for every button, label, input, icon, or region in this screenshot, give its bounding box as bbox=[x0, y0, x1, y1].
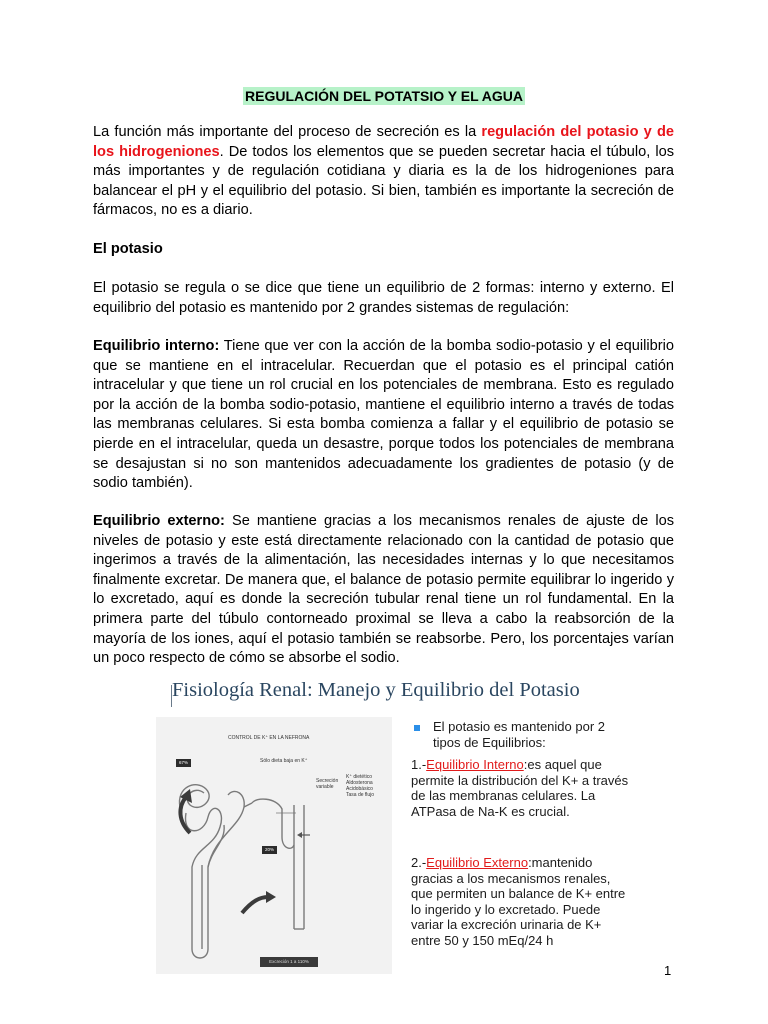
slide-title: Fisiología Renal: Manejo y Equilibrio del Potasio bbox=[172, 679, 580, 701]
diagram-label-factors: K⁺ dietético Aldosterona Acidobásico Tasa de flujo bbox=[346, 774, 375, 798]
page-number: 1 bbox=[664, 963, 672, 978]
slide-external-text: :mantenido gracias a los mecanismos renales, que permiten un balance de K+ entre lo ingerido y lo excretado. Puede variar la excreción urinaria de K+ entre 50 y 150 mEq/24 h bbox=[411, 855, 626, 948]
equilibrio-interno-text: Tiene que ver con la acción de la bomba sodio-potasio y el equilibrio que se mantiene en el intracelular. Recuerdan que el potasio es el principal catión intracelular y que tiene un rol crucial en los potenciales de membrana. Esto es regulado por la acción de la bomba sodio-potasio, mantiene el equilibrio interno a través de todas las membranas celulares. Si esta bomba comienza a fallar y el equilibrio de potasio se pierde en el intracelular, queda un desastre, porque todos los potenciales de membrana se desajustan si no son mantenidos adecuadamente los gradientes de potasio (y de sodio también). bbox=[93, 338, 674, 492]
equilibrio-externo-text: Se mantiene gracias a los mecanismos renales de ajuste de los niveles de potasio y este está directamente relacionado con la cantidad de potasio que ingerimos a través de la alimentación, las necesidades internas y lo que necesitamos finalmente excretar. De manera que, el balance de potasio permite equilibrar lo ingerido y lo excretado, aquí es donde la secreción tubular renal tiene un rol fundamental. En la primera parte del túbulo contorneado proximal se lleva a cabo la reabsorción de la mayoría de los iones, aquí el potasio también se reabsorbe. Pero, los porcentajes varían un poco respecto de cómo se absorbe el sodio. bbox=[93, 513, 674, 667]
bullet-square-icon bbox=[414, 725, 420, 731]
diagram-caption: CONTROL DE K⁺ EN LA NEFRONA bbox=[228, 735, 310, 741]
slide-external bbox=[411, 855, 632, 949]
diagram-label-diet: Sólo dieta baja en K⁺ bbox=[260, 758, 308, 764]
slide-internal-prefix: 1.- bbox=[411, 757, 427, 772]
document-title bbox=[0, 87, 768, 105]
document-title-text: REGULACIÓN DEL POTATSIO Y EL AGUA bbox=[245, 88, 523, 104]
nephron-diagram bbox=[156, 717, 392, 974]
diagram-label-20: 20% bbox=[262, 846, 277, 854]
diagram-label-secretion: Secreción variable bbox=[316, 778, 339, 790]
paragraph-intro-highlight: regulación del potasio y de los hidrogeniones bbox=[93, 124, 674, 160]
slide-intro: El potasio es mantenido por 2 tipos de Equilibrios: bbox=[433, 719, 605, 750]
diagram-label-67: 67% bbox=[176, 759, 191, 767]
slide-external-prefix: 2.- bbox=[411, 855, 427, 870]
slide-external-label: Equilibrio Externo bbox=[426, 855, 529, 870]
paragraph-equilibrio-externo bbox=[93, 512, 674, 669]
equilibrio-externo-label: Equilibrio externo: bbox=[93, 513, 225, 529]
paragraph-potasio: El potasio se regula o se dice que tiene un equilibrio de 2 formas: interno y externo. El equilibrio del potasio es mantenido por 2 grandes sistemas de regulación: bbox=[93, 280, 674, 316]
diagram-label-excretion: Excreción 1 a 110% bbox=[260, 957, 318, 967]
paragraph-intro bbox=[93, 123, 674, 221]
paragraph-intro-after: . De todos los elementos que se pueden secretar hacia el túbulo, los más importantes y de regulación cotidiana y diaria es la de los hidrogeniones para balancear el pH y el equilibrio del potasio. Si bien, también es importante la secreción de fármacos, no es a diario. bbox=[93, 143, 674, 219]
equilibrio-interno-label: Equilibrio interno: bbox=[93, 338, 220, 354]
slide-internal bbox=[411, 757, 632, 819]
paragraph-intro-before: La función más importante del proceso de secreción es la bbox=[93, 124, 482, 140]
slide-internal-text: :es aquel que permite la distribución del K+ a través de las membranas celulares. La ATPasa de Na-K es crucial. bbox=[411, 757, 629, 819]
paragraph-equilibrio-interno bbox=[93, 337, 674, 494]
slide-internal-label: Equilibrio Interno bbox=[426, 757, 524, 772]
slide-figure bbox=[154, 669, 632, 974]
heading-potasio: El potasio bbox=[93, 241, 163, 257]
